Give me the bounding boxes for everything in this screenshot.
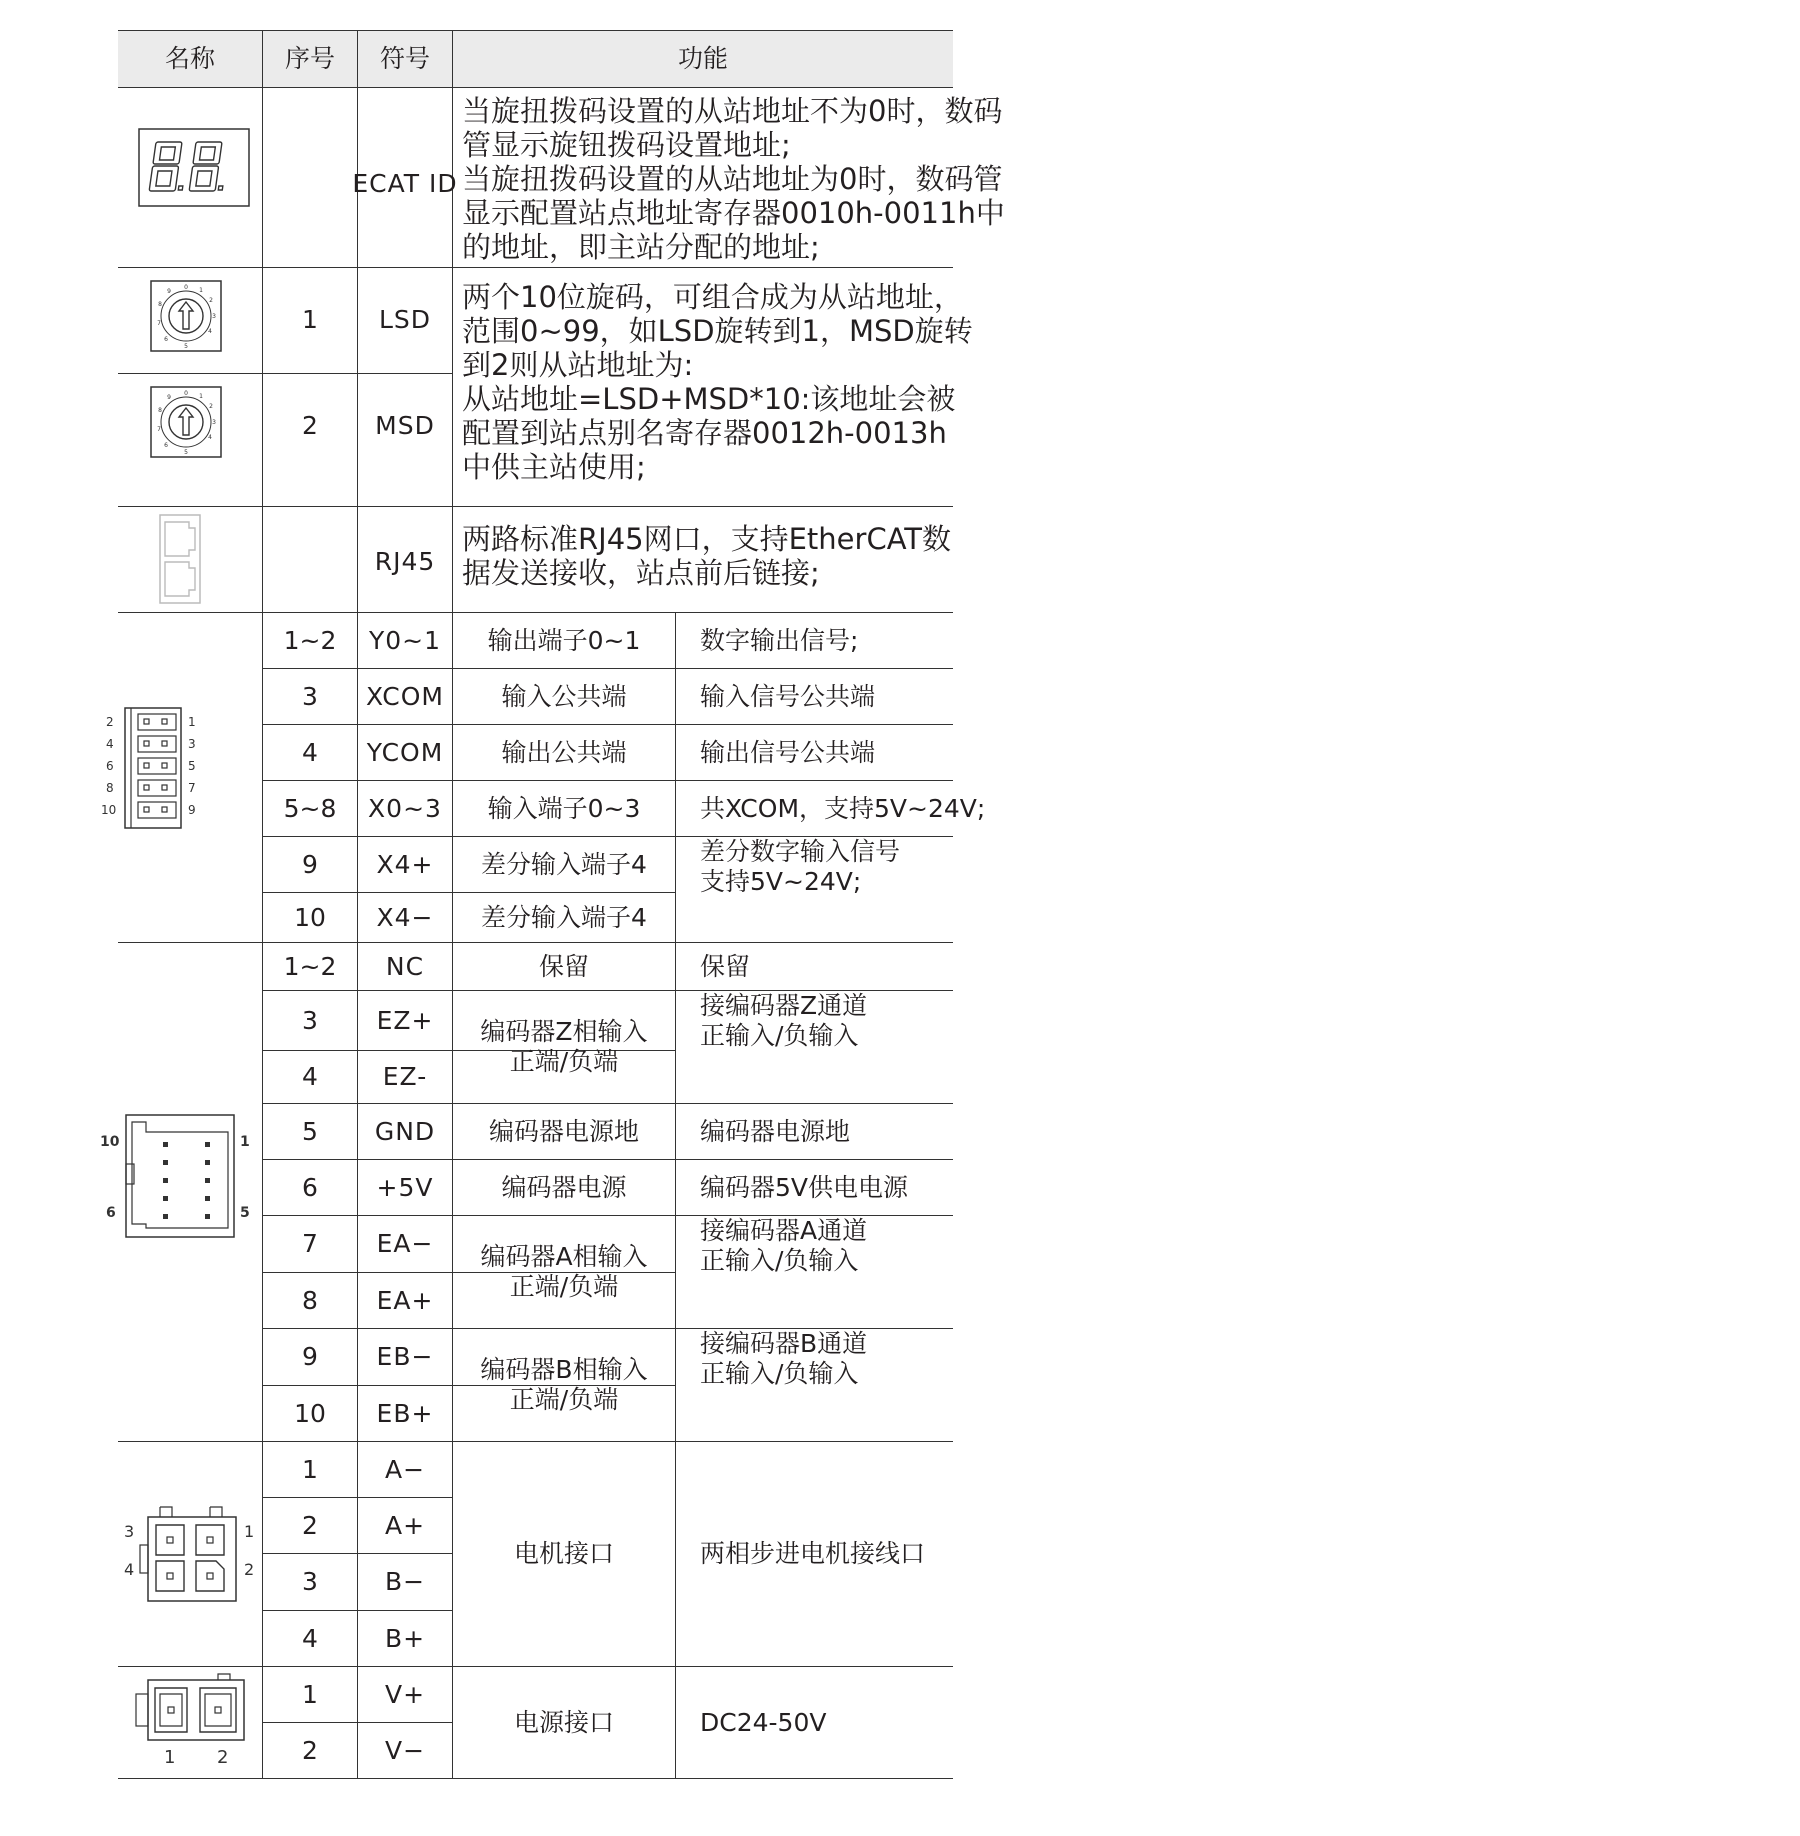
power-pin-label: 2	[217, 1747, 229, 1768]
motor-symbol: A−	[384, 1454, 426, 1484]
header-symbol: 符号	[379, 44, 430, 73]
rotary-line: 从站地址=LSD+MSD*10:该地址会被	[462, 382, 956, 416]
svg-text:3: 3	[212, 419, 216, 426]
power-index: 1	[302, 1679, 318, 1709]
io-index: 3	[302, 681, 318, 711]
io-pin-label: 10	[101, 803, 117, 817]
io-pin-label: 9	[188, 803, 196, 817]
rule	[118, 267, 953, 268]
motor-desc: 两相步进电机接线口	[700, 1539, 926, 1568]
svg-text:3: 3	[212, 313, 216, 320]
motor-pin-label: 2	[244, 1560, 255, 1579]
rotary-line: 到2则从站地址为:	[462, 348, 694, 382]
encoder-a-name-line: 编码器A相输入	[480, 1242, 648, 1271]
rotary-line: 范围0~99，如LSD旋转到1，MSD旋转	[462, 314, 973, 348]
rj45-line: 据发送接收，站点前后链接;	[462, 556, 820, 590]
svg-text:8: 8	[158, 301, 162, 308]
rotary-line: 中供主站使用;	[462, 450, 646, 484]
encoder-index: 4	[302, 1062, 318, 1091]
encoder-pin-label: 6	[106, 1205, 116, 1221]
encoder-b-desc	[676, 1329, 953, 1441]
io-name: 差分输入端子4	[481, 849, 647, 879]
io-symbol: X4−	[376, 902, 434, 932]
ecat-description	[462, 94, 1005, 264]
encoder-a-name-line: 正端/负端	[509, 1272, 619, 1301]
io-index: 10	[294, 902, 326, 932]
io-terminal-block-icon	[100, 706, 230, 830]
rule	[118, 87, 953, 88]
header-name: 名称	[164, 44, 215, 73]
io-name: 输出公共端	[501, 737, 627, 767]
svg-text:1: 1	[199, 287, 203, 294]
encoder-gnd-name: 编码器电源地	[488, 1116, 639, 1146]
svg-text:9: 9	[167, 394, 171, 401]
io-pin-label: 4	[106, 737, 114, 751]
encoder-symbol: EA−	[376, 1229, 434, 1258]
motor-pin-label: 1	[244, 1522, 255, 1541]
motor-index: 1	[302, 1454, 318, 1484]
encoder-vcc-name: 编码器电源	[501, 1172, 627, 1202]
rotary-switch-lsd-icon	[150, 280, 222, 352]
encoder-symbol: EB+	[376, 1398, 434, 1428]
power-symbol: V+	[384, 1679, 426, 1709]
rotary-line: 配置到站点别名寄存器0012h-0013h	[462, 416, 947, 450]
io-symbol: YCOM	[366, 737, 444, 767]
rj45-port-icon	[159, 514, 201, 604]
io-desc: 输出信号公共端	[700, 737, 876, 767]
encoder-z-name-line: 编码器Z相输入	[480, 1017, 648, 1046]
motor-symbol: A+	[384, 1510, 426, 1540]
svg-text:0: 0	[184, 284, 188, 291]
rj45-symbol: RJ45	[374, 547, 436, 576]
encoder-z-name-line: 正端/负端	[509, 1047, 619, 1076]
encoder-index: 9	[302, 1342, 318, 1371]
svg-text:7: 7	[157, 320, 161, 327]
power-pin-label: 1	[164, 1747, 176, 1768]
ecat-line: 显示配置站点地址寄存器0010h-0011h中	[462, 196, 1005, 230]
io-name: 差分输入端子4	[481, 902, 647, 932]
encoder-pin-label: 1	[240, 1134, 250, 1150]
rotary-description	[462, 280, 973, 484]
io-index: 1~2	[283, 625, 337, 655]
encoder-nc-name: 保留	[538, 951, 589, 981]
encoder-pin-label: 10	[100, 1134, 120, 1150]
encoder-z-desc-line: 接编码器Z通道	[700, 991, 868, 1020]
rj45-description	[462, 522, 951, 590]
ecat-line: 当旋扭拨码设置的从站地址不为0时，数码	[462, 94, 1003, 128]
io-symbol: Y0~1	[368, 625, 442, 655]
encoder-symbol: NC	[385, 951, 425, 981]
motor-pin-label: 3	[124, 1522, 135, 1541]
encoder-symbol: EA+	[376, 1285, 434, 1315]
ecat-line: 的地址，即主站分配的地址;	[462, 230, 820, 264]
encoder-b-name-line: 编码器B相输入	[480, 1355, 648, 1384]
svg-text:4: 4	[208, 434, 212, 441]
encoder-symbol: EZ+	[376, 1005, 434, 1035]
encoder-index: 10	[294, 1398, 326, 1428]
encoder-gnd-desc: 编码器电源地	[700, 1116, 851, 1146]
encoder-b-name-line: 正端/负端	[509, 1385, 619, 1414]
encoder-symbol: GND	[374, 1116, 436, 1146]
svg-text:6: 6	[164, 336, 168, 343]
lsd-symbol: LSD	[378, 305, 432, 334]
svg-text:2: 2	[209, 297, 213, 304]
motor-symbol: B−	[384, 1567, 426, 1596]
io-diff-desc-line: 差分数字输入信号	[700, 837, 901, 866]
encoder-symbol: EZ-	[382, 1062, 428, 1091]
encoder-a-desc-line: 正输入/负输入	[700, 1246, 859, 1275]
io-index: 4	[302, 737, 318, 767]
io-name: 输入公共端	[501, 681, 627, 711]
power-name: 电源接口	[513, 1707, 614, 1737]
encoder-index: 7	[302, 1229, 318, 1258]
io-pin-label: 3	[188, 737, 196, 751]
encoder-symbol: EB−	[376, 1342, 434, 1371]
svg-text:2: 2	[209, 403, 213, 410]
svg-text:6: 6	[164, 442, 168, 449]
motor-pin-label: 4	[124, 1560, 135, 1579]
rj45-line: 两路标准RJ45网口，支持EtherCAT数	[462, 522, 951, 556]
svg-text:9: 9	[167, 288, 171, 295]
svg-text:5: 5	[184, 449, 188, 456]
svg-text:0: 0	[184, 390, 188, 397]
encoder-pin-label: 5	[240, 1205, 250, 1221]
svg-text:4: 4	[208, 328, 212, 335]
encoder-index: 8	[302, 1285, 318, 1315]
io-index: 9	[302, 849, 318, 879]
ecat-symbol: ECAT ID	[352, 169, 458, 198]
encoder-vcc-desc: 编码器5V供电电源	[700, 1172, 909, 1202]
msd-index: 2	[302, 411, 318, 440]
encoder-index: 1~2	[283, 951, 337, 981]
encoder-b-name	[453, 1329, 675, 1441]
svg-text:8: 8	[158, 407, 162, 414]
io-name: 输入端子0~3	[487, 793, 641, 823]
rule	[118, 1778, 953, 1779]
motor-connector-icon	[120, 1505, 260, 1605]
encoder-a-name	[453, 1216, 675, 1328]
encoder-z-name	[453, 991, 675, 1103]
svg-text:5: 5	[184, 343, 188, 350]
io-desc: 共XCOM，支持5V~24V;	[700, 793, 986, 823]
encoder-index: 6	[302, 1172, 318, 1202]
motor-name: 电机接口	[513, 1539, 614, 1568]
io-symbol: X0~3	[368, 793, 442, 823]
encoder-index: 3	[302, 1005, 318, 1035]
io-name: 输出端子0~1	[487, 625, 641, 655]
encoder-nc-desc: 保留	[700, 951, 751, 981]
encoder-z-desc	[676, 991, 953, 1103]
encoder-b-desc-line: 接编码器B通道	[700, 1329, 868, 1358]
io-desc: 数字输出信号;	[700, 625, 859, 655]
power-symbol: V−	[384, 1735, 426, 1765]
power-index: 2	[302, 1735, 318, 1765]
power-connector-icon	[130, 1672, 260, 1772]
lsd-index: 1	[302, 305, 318, 334]
ecat-line: 管显示旋钮拨码设置地址;	[462, 128, 791, 162]
io-pin-label: 5	[188, 759, 196, 773]
encoder-index: 5	[302, 1116, 318, 1146]
rotary-switch-msd-icon	[150, 386, 222, 458]
encoder-symbol: +5V	[376, 1172, 434, 1202]
rotary-line: 两个10位旋码，可组合成为从站地址，	[462, 280, 963, 314]
io-diff-desc-line: 支持5V~24V;	[700, 867, 862, 896]
svg-text:1: 1	[199, 393, 203, 400]
io-symbol: XCOM	[365, 681, 444, 711]
encoder-connector-icon	[100, 1112, 250, 1242]
rule	[118, 506, 953, 507]
io-pin-label: 1	[188, 715, 196, 729]
svg-text:7: 7	[157, 426, 161, 433]
power-desc: DC24-50V	[700, 1707, 827, 1737]
ecat-line: 当旋扭拨码设置的从站地址为0时，数码管	[462, 162, 1003, 196]
io-pin-label: 2	[106, 715, 114, 729]
rule	[118, 373, 453, 374]
motor-index: 3	[302, 1567, 318, 1596]
io-pin-label: 8	[106, 781, 114, 795]
header-function: 功能	[677, 44, 728, 73]
io-pin-label: 6	[106, 759, 114, 773]
io-symbol: X4+	[376, 849, 434, 879]
header-index: 序号	[284, 44, 335, 73]
io-index: 5~8	[283, 793, 337, 823]
encoder-a-desc-line: 接编码器A通道	[700, 1216, 868, 1245]
seven-segment-display-icon	[138, 128, 250, 208]
motor-symbol: B+	[384, 1623, 426, 1653]
io-diff-desc	[676, 837, 953, 942]
io-pin-label: 7	[188, 781, 196, 795]
msd-symbol: MSD	[375, 411, 435, 440]
motor-index: 2	[302, 1510, 318, 1540]
io-desc: 输入信号公共端	[700, 681, 876, 711]
encoder-a-desc	[676, 1216, 953, 1328]
encoder-z-desc-line: 正输入/负输入	[700, 1021, 859, 1050]
encoder-b-desc-line: 正输入/负输入	[700, 1359, 859, 1388]
motor-index: 4	[302, 1623, 318, 1653]
